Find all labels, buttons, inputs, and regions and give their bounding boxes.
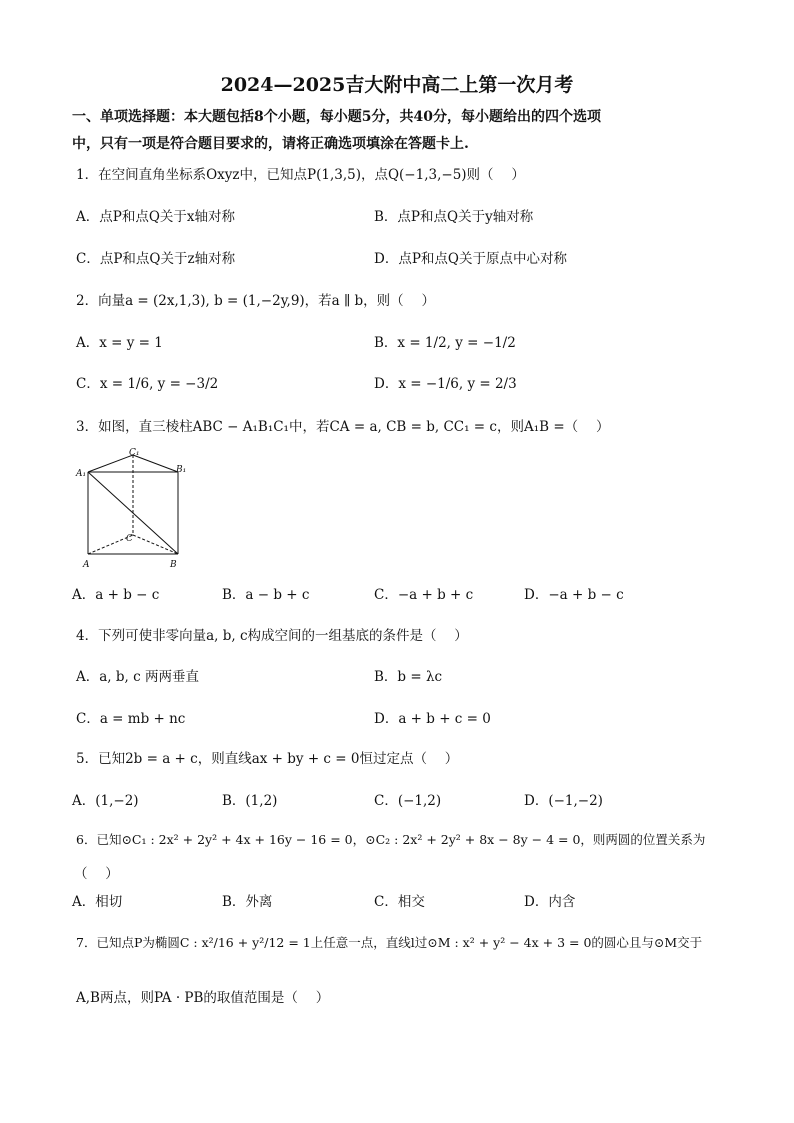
question-2-stem: 2．向量a = (2x,1,3), b = (1,−2y,9)，若a ∥ b，则（ ） bbox=[76, 293, 435, 309]
page-title: 2024—2025吉大附中高二上第一次月考 bbox=[220, 74, 574, 96]
question-1-option-b[interactable]: B．点P和点Q关于y轴对称 bbox=[374, 209, 534, 225]
edge-c1-b1 bbox=[133, 455, 178, 472]
edge-a1-c1 bbox=[88, 455, 133, 472]
question-5-option-a[interactable]: A．(1,−2) bbox=[72, 793, 139, 809]
question-4-option-a[interactable]: A．a, b, c 两两垂直 bbox=[76, 669, 199, 685]
section-heading-line1: 一、单项选择题：本大题包括8个小题，每小题5分，共40分，每小题给出的四个选项 bbox=[72, 109, 601, 125]
question-2-option-d[interactable]: D．x = −1/6, y = 2/3 bbox=[374, 376, 517, 392]
label-c: C bbox=[126, 534, 133, 544]
question-5-option-c[interactable]: C．(−1,2) bbox=[374, 793, 442, 809]
question-1-stem: 1．在空间直角坐标系Oxyz中，已知点P(1,3,5)，点Q(−1,3,−5)则（ ） bbox=[76, 167, 525, 183]
label-b: B bbox=[170, 560, 177, 570]
question-5-option-b[interactable]: B．(1,2) bbox=[222, 793, 278, 809]
question-6-option-c[interactable]: C．相交 bbox=[374, 894, 425, 910]
label-a1: A₁ bbox=[76, 469, 87, 479]
question-7-stem-cont: A,B两点，则PA · PB的取值范围是（ ） bbox=[76, 990, 330, 1006]
question-7-stem: 7．已知点P为椭圆C : x²/16 + y²/12 = 1上任意一点，直线l过⊙M : x² + y² − 4x + 3 = 0的圆心且与⊙M交于 bbox=[76, 935, 703, 950]
question-6-stem: 6．已知⊙C₁ : 2x² + 2y² + 4x + 16y − 16 = 0，⊙C₂ : 2x² + 2y² + 8x − 8y − 4 = 0，则两圆的位置关系为 bbox=[76, 832, 706, 847]
question-3-option-b[interactable]: B．a − b + c bbox=[222, 587, 310, 603]
question-4-option-b[interactable]: B．b = λc bbox=[374, 669, 443, 685]
question-4-option-d[interactable]: D．a + b + c = 0 bbox=[374, 711, 491, 727]
question-3-stem: 3．如图，直三棱柱ABC − A₁B₁C₁中，若CA = a, CB = b, CC₁ = c，则A₁B =（ ） bbox=[76, 419, 610, 435]
question-4-stem: 4．下列可使非零向量a, b, c构成空间的一组基底的条件是（ ） bbox=[76, 628, 468, 644]
question-1-option-c[interactable]: C．点P和点Q关于z轴对称 bbox=[76, 251, 236, 267]
question-3-option-a[interactable]: A．a + b − c bbox=[72, 587, 160, 603]
section-heading-line2: 中，只有一项是符合题目要求的，请将正确选项填涂在答题卡上. bbox=[72, 136, 469, 152]
label-b1: B₁ bbox=[176, 465, 187, 475]
question-6-option-b[interactable]: B．外离 bbox=[222, 894, 273, 910]
question-5-option-d[interactable]: D．(−1,−2) bbox=[524, 793, 603, 809]
question-2-option-b[interactable]: B．x = 1/2, y = −1/2 bbox=[374, 335, 516, 351]
label-c1: C₁ bbox=[129, 448, 140, 458]
question-6-stem-cont: （ ） bbox=[74, 866, 119, 882]
question-2-option-c[interactable]: C．x = 1/6, y = −3/2 bbox=[76, 376, 219, 392]
edge-c-b-hidden bbox=[133, 535, 178, 554]
label-a: A bbox=[83, 560, 90, 570]
prism-figure bbox=[72, 446, 192, 570]
question-1-option-d[interactable]: D．点P和点Q关于原点中心对称 bbox=[374, 251, 567, 267]
question-3-option-d[interactable]: D．−a + b − c bbox=[524, 587, 624, 603]
question-5-stem: 5．已知2b = a + c，则直线ax + by + c = 0恒过定点（ ） bbox=[76, 751, 459, 767]
question-6-option-d[interactable]: D．内含 bbox=[524, 894, 576, 910]
question-3-option-c[interactable]: C．−a + b + c bbox=[374, 587, 474, 603]
question-6-option-a[interactable]: A．相切 bbox=[72, 894, 123, 910]
question-4-option-c[interactable]: C．a = mb + nc bbox=[76, 711, 186, 727]
question-1-option-a[interactable]: A．点P和点Q关于x轴对称 bbox=[76, 209, 236, 225]
question-2-option-a[interactable]: A．x = y = 1 bbox=[76, 335, 163, 351]
